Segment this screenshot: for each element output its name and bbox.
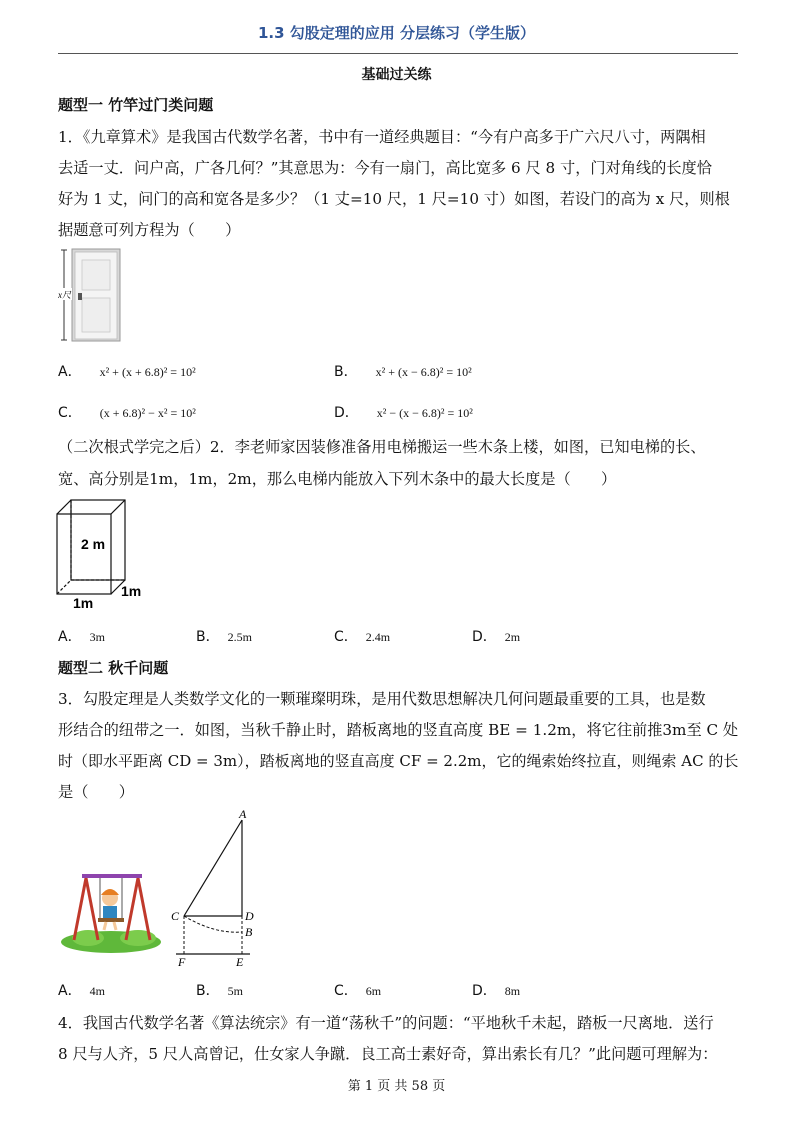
q3-option-a[interactable] [58,980,105,1000]
swing-geometry-figure [170,806,270,970]
q3-option-c[interactable] [334,980,381,1000]
q1-line-2: 去适一丈．问户高，广各几何？”其意思为：今有一扇门，高比宽多 6 尺 8 寸，门对角线的长度恰 [58,159,712,177]
q2-line-2: 宽、高分别是1m，1m，2m，那么电梯内能放入下列木条中的最大长度是（ ） [58,470,617,488]
option-text: 2.5m [227,630,252,644]
q2-line-1: （二次根式学完之后）2．李老师家因装修准备用电梯搬运一些木条上楼，如图，已知电梯的长、 [58,438,706,456]
point-b-label: B [245,925,253,939]
option-text: 8m [504,984,521,998]
q3-line-2: 形结合的纽带之一．如图，当秋千静止时，踏板离地的竖直高度 BE = 1.2m，将它往前推3m至 C 处 [58,721,739,739]
option-text: 5m [227,984,243,998]
q1-line-3: 好为 1 丈，问门的高和宽各是多少？（1 丈=10 尺，1 尺=10 寸）如图，若设门的高为 x 尺，则根 [58,190,730,208]
question-type-1-title: 题型一 竹竿过门类问题 [58,96,214,114]
q2-option-d[interactable] [472,626,520,646]
section-title: 基础过关练 [361,67,432,83]
q3-option-d[interactable] [472,980,520,1000]
swing-illustration [58,868,164,954]
option-text: x² + (x − 6.8)² = 10² [375,365,472,379]
option-text: 2.4m [365,630,391,644]
page-footer: 第 1 页 共 58 页 [347,1079,446,1094]
q4-line-2: 8 尺与人齐，5 尺人高曾记，仕女家人争蹴．良工高士素好奇，算出索长有几？”此问题可理解为： [58,1045,718,1063]
option-label: A． [58,983,82,999]
q3-line-1: 3．勾股定理是人类数学文化的一颗璀璨明珠，是用代数思想解决几何问题最重要的工具，也是数 [58,690,706,708]
header-divider [58,53,738,54]
option-label: C． [334,629,358,645]
point-c-label: C [171,909,180,923]
elevator-box-figure [55,496,155,612]
q1-option-a[interactable] [58,361,196,381]
q1-option-b[interactable] [334,361,472,381]
option-text: 4m [89,984,105,998]
door-figure [58,248,130,344]
q1-option-c[interactable] [58,402,196,422]
box-height-label: 2 m [81,536,106,552]
option-label: C． [334,983,358,999]
door-height-label: x尺 [58,290,71,300]
option-label: B． [196,629,220,645]
option-label: D． [472,629,497,645]
q2-option-b[interactable] [196,626,252,646]
option-text: 6m [365,984,382,998]
option-label: B． [334,364,358,380]
option-label: C． [58,405,82,421]
box-width-label: 1m [73,595,94,611]
option-label: A． [58,629,82,645]
q1-line-4: 据题意可列方程为（ ） [58,221,241,239]
option-text: x² + (x + 6.8)² = 10² [99,365,196,379]
q4-line-1: 4．我国古代数学名著《算法统宗》有一道“荡秋千”的问题：“平地秋千未起，踏板一尺离地．送行 [58,1014,714,1032]
point-f-label: F [178,955,186,969]
q3-option-b[interactable] [196,980,243,1000]
box-depth-label: 1m [121,583,142,599]
option-text: 3m [89,630,105,644]
option-text: 2m [504,630,521,644]
q3-line-4: 是（ ） [58,783,134,801]
q2-option-c[interactable] [334,626,390,646]
point-d-label: D [245,909,254,923]
question-type-2-title: 题型二 秋千问题 [58,659,169,677]
option-label: A． [58,364,82,380]
option-label: D． [334,405,359,421]
option-text: (x + 6.8)² − x² = 10² [99,406,196,420]
q1-line-1: 1．《九章算术》是我国古代数学名著，书中有一道经典题目：“今有户高多于广六尺八寸，两隅相 [58,128,706,146]
option-label: B． [196,983,220,999]
point-e-label: E [236,955,244,969]
option-label: D． [472,983,497,999]
q1-option-d[interactable] [334,402,473,422]
point-a-label: A [239,807,247,821]
q2-option-a[interactable] [58,626,105,646]
q3-line-3: 时（即水平距离 CD = 3m），踏板离地的竖直高度 CF = 2.2m，它的绳索始终拉直，则绳索 AC 的长 [58,752,739,770]
document-header: 1.3 勾股定理的应用 分层练习（学生版） [257,24,536,42]
option-text: x² − (x − 6.8)² = 10² [376,406,473,420]
